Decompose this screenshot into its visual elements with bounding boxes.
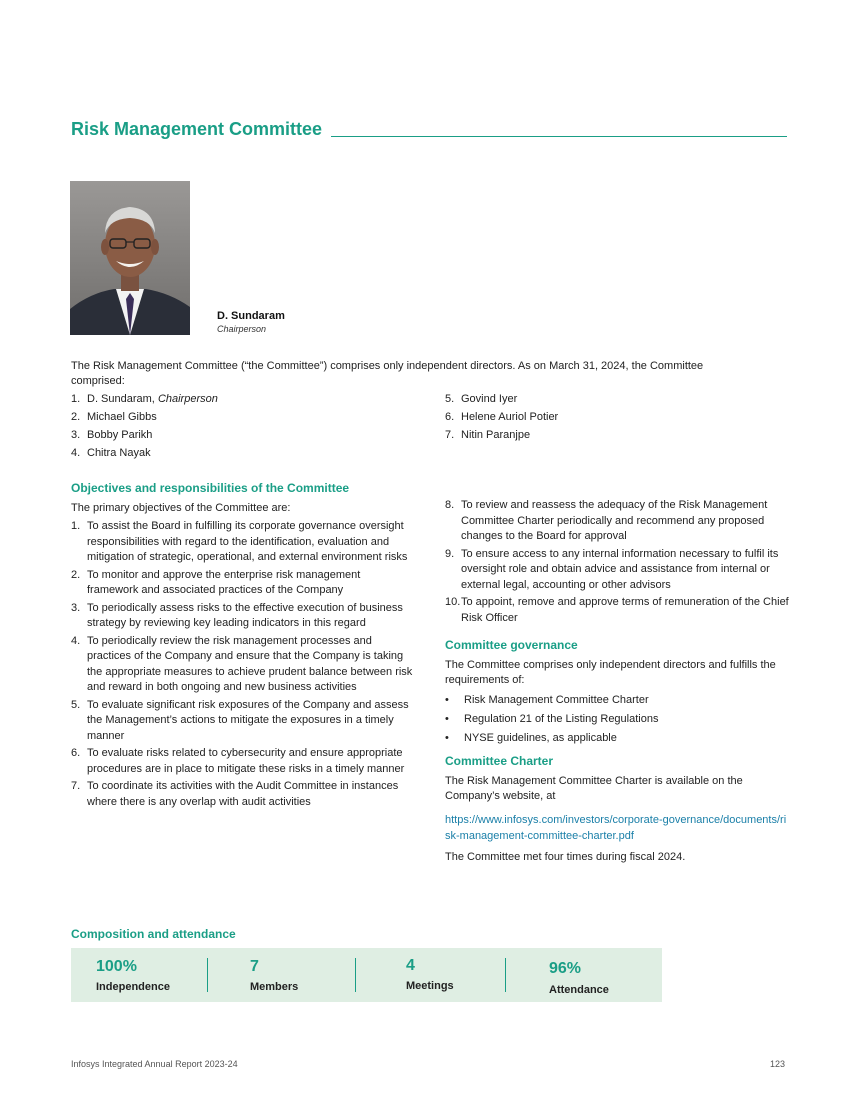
members-list-left bbox=[71, 392, 411, 464]
list-item: 6. To evaluate risks related to cybersecurity and ensure appropriate procedures are in place to mitigate these risks in a timely manner bbox=[71, 747, 405, 775]
list-item: • NYSE guidelines, as applicable bbox=[445, 730, 790, 749]
list-item: 10. To appoint, remove and approve terms of remuneration of the Chief Risk Officer bbox=[445, 596, 789, 624]
governance-text: The Committee comprises only independent directors and fulfills the requirements of: bbox=[445, 659, 776, 686]
objectives-list-left bbox=[71, 519, 413, 812]
title-rule bbox=[331, 136, 787, 137]
committee-intro: The Risk Management Committee (“the Committee”) comprises only independent directors. As on March 31, 2024, the Committee comprised: bbox=[71, 360, 704, 387]
portrait-illustration bbox=[70, 181, 190, 335]
meetings-text: The Committee met four times during fiscal 2024. bbox=[445, 851, 686, 863]
list-item: 2. To monitor and approve the enterprise risk management framework and associated practices of the Company bbox=[71, 568, 361, 596]
list-item: 8. To review and reassess the adequacy of the Risk Management Committee Charter periodically and recommend any proposed changes to the Board for approval bbox=[445, 499, 768, 542]
members-list-right bbox=[445, 392, 785, 446]
stats-bar bbox=[71, 948, 662, 1002]
governance-heading: Committee governance bbox=[445, 638, 578, 652]
charter-link-text[interactable]: https://www.infosys.com/investors/corporate-governance/documents/risk-management-committee-charter.pdf bbox=[445, 814, 787, 842]
list-item: • Risk Management Committee Charter bbox=[445, 692, 790, 711]
list-item: 4. To periodically review the risk management processes and practices of the Company and ensure that the Company is taking the appropriate measures to achieve prudent balance between risk and reward in both ongoing and new business activities bbox=[71, 634, 413, 693]
list-item: 9. To ensure access to any internal information necessary to fulfil its oversight role and obtain advice and assistance from internal or external legal, accounting or other advisors bbox=[445, 547, 779, 591]
list-item: • Regulation 21 of the Listing Regulations bbox=[445, 711, 790, 730]
list-item: 7. Nitin Paranjpe bbox=[445, 429, 531, 441]
bullet-icon: • bbox=[445, 694, 449, 706]
list-item: 3. To periodically assess risks to the effective execution of business strategy by reviewing key leading indicators in this regard bbox=[71, 601, 403, 629]
list-item: 5. Govind Iyer bbox=[445, 393, 518, 405]
bullet-icon: • bbox=[445, 732, 449, 744]
page-number: 123 bbox=[770, 1059, 786, 1069]
chairperson-name: D. Sundaram bbox=[217, 310, 285, 322]
objectives-list-right bbox=[445, 498, 790, 628]
page-title: Risk Management Committee bbox=[71, 119, 323, 139]
footer-report-title: Infosys Integrated Annual Report 2023-24 bbox=[71, 1059, 238, 1069]
list-item: 3. Bobby Parikh bbox=[71, 429, 153, 441]
list-item: 5. To evaluate significant risk exposures of the Company and assess the Management’s actions to mitigate the exposures in a timely manner bbox=[71, 698, 409, 742]
stat-label: Attendance bbox=[549, 984, 609, 996]
objectives-intro: The primary objectives of the Committee are: bbox=[71, 502, 291, 514]
list-item: 7. To coordinate its activities with the Audit Committee in instances where there is any overlap with audit activities bbox=[71, 780, 399, 808]
list-item: 4. Chitra Nayak bbox=[71, 447, 151, 459]
chairperson-role: Chairperson bbox=[217, 324, 267, 334]
chairperson-photo bbox=[70, 181, 190, 335]
bullet-icon: • bbox=[445, 713, 449, 725]
stat-divider bbox=[207, 958, 208, 992]
stat-divider bbox=[355, 958, 356, 992]
objectives-heading: Objectives and responsibilities of the Committee bbox=[71, 481, 350, 495]
stat-label: Members bbox=[250, 981, 299, 993]
stat-value: 96% bbox=[549, 960, 582, 977]
stat-value: 100% bbox=[96, 958, 137, 975]
stat-divider bbox=[505, 958, 506, 992]
stat-value: 7 bbox=[250, 958, 259, 975]
list-item: 1. D. Sundaram, Chairperson bbox=[71, 393, 218, 405]
list-item: 1. To assist the Board in fulfilling its corporate governance oversight responsibilities with regard to the identification, evaluation and mitigation of strategic, operational, and external environment risks bbox=[71, 520, 408, 563]
composition-heading: Composition and attendance bbox=[71, 927, 236, 941]
charter-heading: Committee Charter bbox=[445, 754, 554, 768]
list-item: 2. Michael Gibbs bbox=[71, 411, 157, 423]
charter-text: The Risk Management Committee Charter is available on the Company’s website, at bbox=[445, 775, 743, 802]
charter-link[interactable] bbox=[445, 812, 790, 844]
stat-label: Meetings bbox=[406, 980, 454, 992]
governance-bullets bbox=[445, 692, 790, 749]
stat-label: Independence bbox=[96, 981, 170, 993]
stat-value: 4 bbox=[406, 957, 415, 974]
list-item: 6. Helene Auriol Potier bbox=[445, 411, 559, 423]
